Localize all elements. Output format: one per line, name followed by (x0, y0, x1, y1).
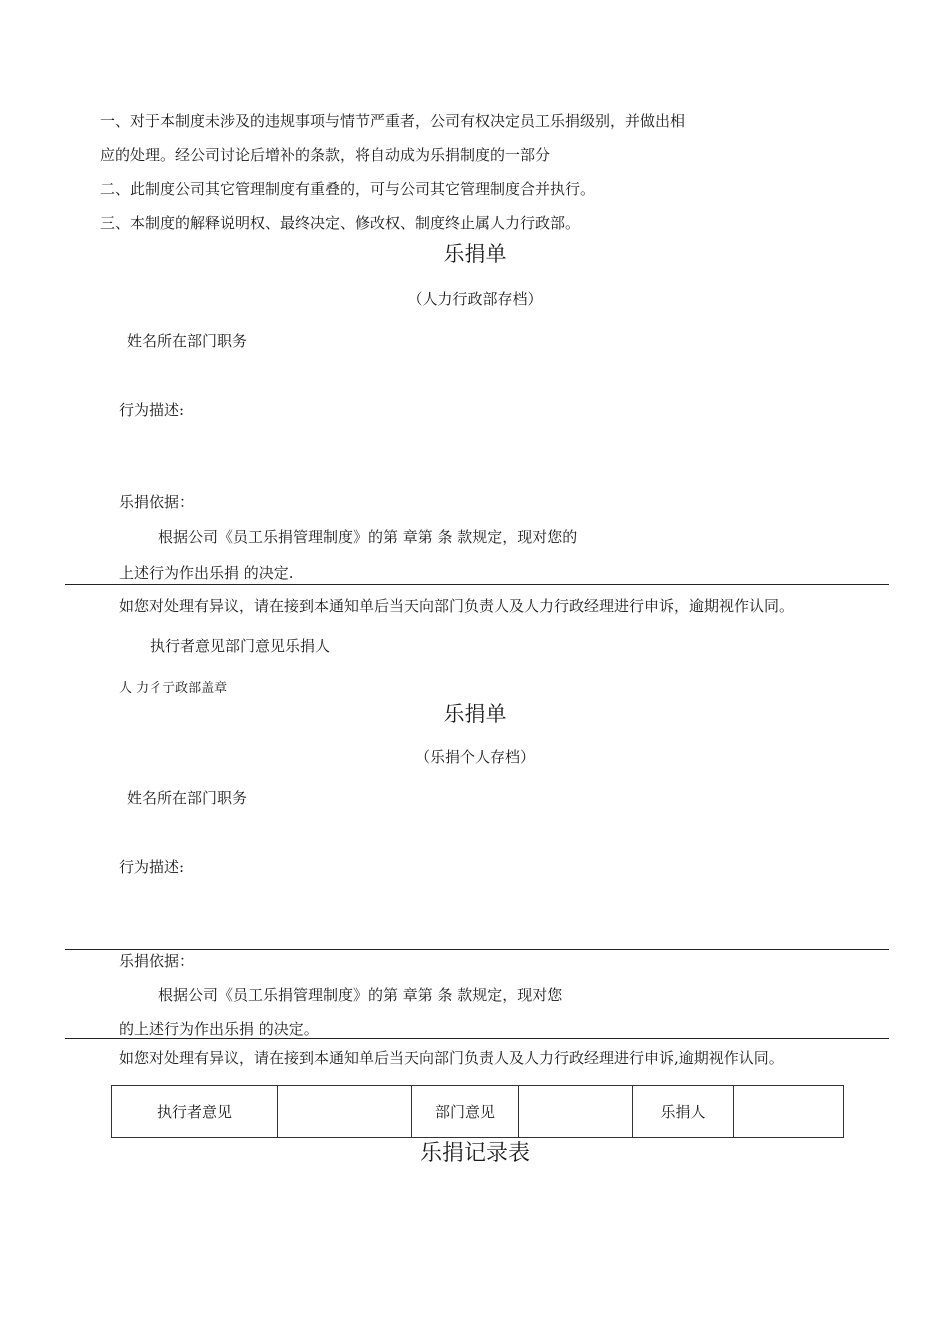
form1-title: 乐捐单 (443, 242, 507, 266)
form1-behavior-label: 行为描述: (119, 401, 185, 419)
rule-item-1-line-1: 一、对于本制度未涉及的违规事项与情节严重者，公司有权决定员工乐捐级别，并做出相 (100, 112, 686, 130)
form1-basis-text-1: 根据公司《员工乐捐管理制度》的第 章第 条 款规定，现对您的 (158, 528, 578, 546)
rule-item-1-line-2: 应的处理。经公司讨论后增补的条款，将自动成为乐捐制度的一部分 (100, 146, 551, 164)
form2-info-row: 姓名所在部门职务 (127, 789, 248, 807)
form1-info-row: 姓名所在部门职务 (127, 332, 248, 350)
form2-basis-text-2: 的上述行为作出乐捐 的决定。 (119, 1020, 319, 1038)
form2-appeal: 如您对处理有异议，请在接到本通知单后当天向部门负责人及人力行政经理进行申诉,逾期视作认同。 (119, 1049, 784, 1067)
form1-opinions-row: 执行者意见部门意见乐捐人 (150, 637, 331, 655)
form2-divider-2 (65, 1038, 889, 1039)
form1-basis-text-2: 上述行为作出乐捐 的决定. (119, 564, 294, 582)
donor-label: 乐捐人 (633, 1086, 734, 1138)
executor-opinion-label: 执行者意见 (112, 1086, 278, 1138)
form2-subtitle: （乐捐个人存档） (414, 748, 535, 766)
opinion-table (111, 1085, 844, 1138)
form2-title: 乐捐单 (443, 702, 507, 726)
department-opinion-field[interactable] (519, 1086, 633, 1138)
department-opinion-label: 部门意见 (412, 1086, 519, 1138)
record-title: 乐捐记录表 (419, 1141, 530, 1166)
form2-basis-label: 乐捐依据： (119, 952, 195, 970)
form2-basis-text-1: 根据公司《员工乐捐管理制度》的第 章第 条 款规定，现对您 (158, 986, 563, 1004)
form2-divider-1 (65, 949, 889, 950)
form2-behavior-label: 行为描述: (119, 858, 185, 876)
opinion-table-row (112, 1086, 844, 1138)
rule-item-2: 二、此制度公司其它管理制度有重叠的，可与公司其它管理制度合并执行。 (100, 180, 596, 198)
form1-stamp: 人 力彳亍政部盖章 (119, 681, 228, 696)
form1-basis-label: 乐捐依据： (119, 493, 195, 511)
form1-subtitle: （人力行政部存档） (407, 290, 543, 308)
rule-item-3: 三、本制度的解释说明权、最终决定、修改权、制度终止属人力行政部。 (100, 214, 581, 232)
donor-field[interactable] (734, 1086, 844, 1138)
executor-opinion-field[interactable] (278, 1086, 412, 1138)
form1-appeal: 如您对处理有异议，请在接到本通知单后当天向部门负责人及人力行政经理进行申诉，逾期视作认同。 (119, 597, 795, 615)
form1-divider (65, 584, 889, 585)
